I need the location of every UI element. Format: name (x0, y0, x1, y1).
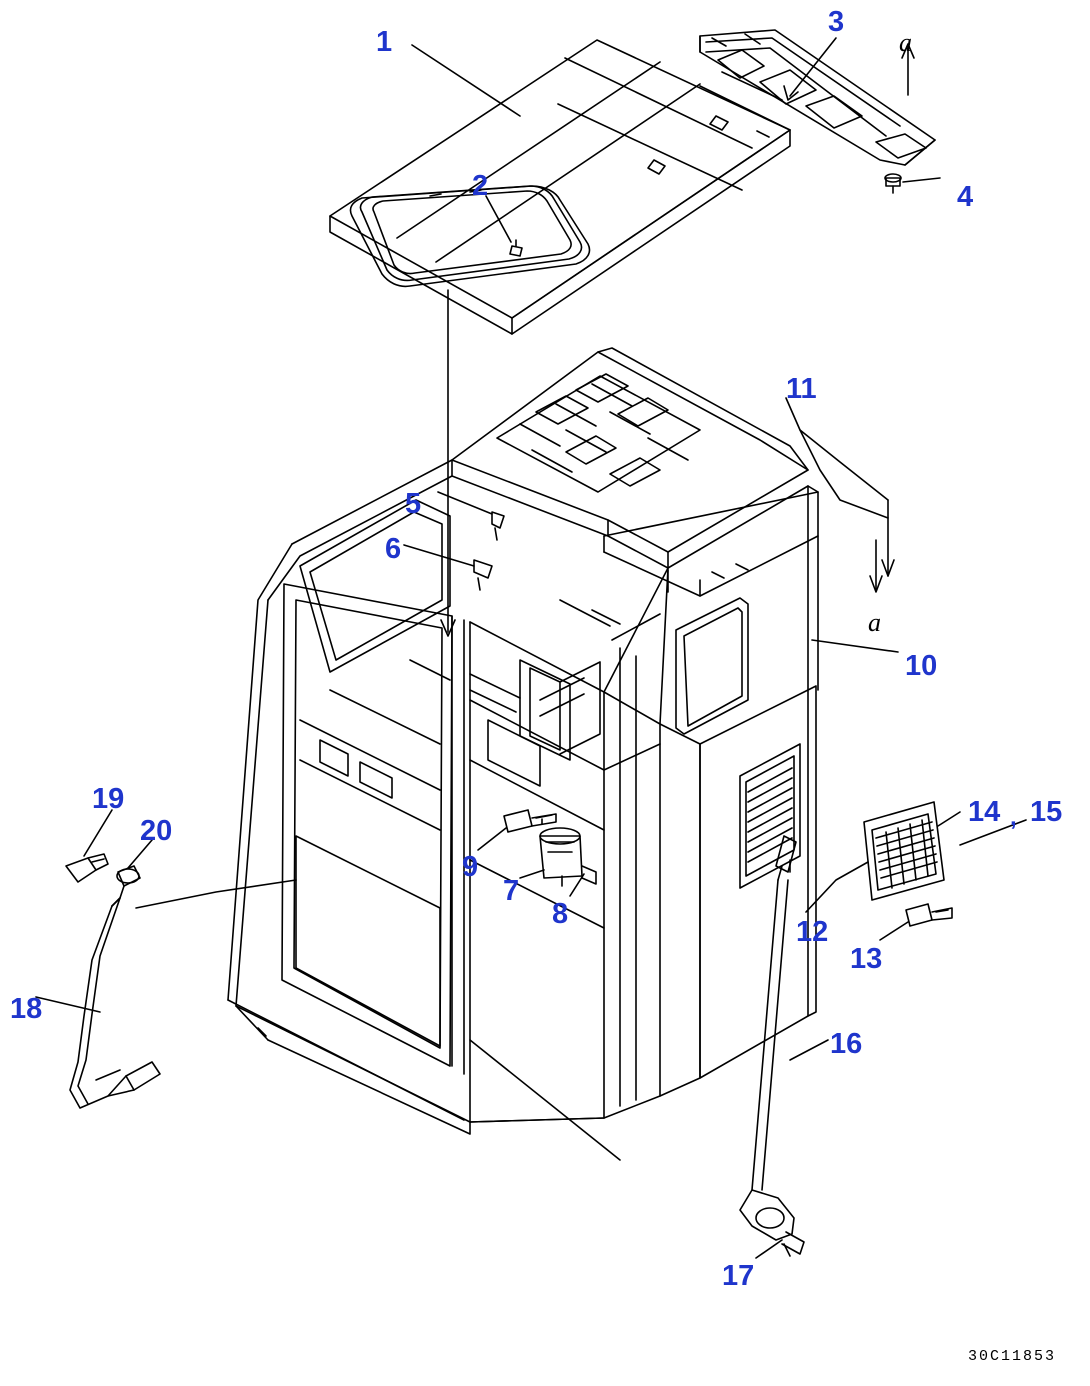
leader-11b (800, 430, 888, 518)
left-handle-group (36, 810, 296, 1108)
leader-1 (412, 45, 520, 116)
leader-13 (880, 922, 908, 940)
leader-lower (470, 1040, 620, 1160)
callout-8: 8 (552, 898, 569, 930)
leader-7 (520, 870, 544, 878)
knob-group (520, 828, 596, 896)
leader-16 (790, 1040, 828, 1060)
leader-11a (786, 398, 888, 500)
bolt-9-group (478, 810, 556, 850)
leader-4 (903, 178, 940, 182)
callout-4: 4 (957, 181, 974, 213)
callout-15: 15 (1030, 796, 1063, 828)
callout-16: 16 (830, 1028, 863, 1060)
roof-panel-group (330, 40, 790, 334)
leader-9 (478, 828, 506, 850)
section-arrow-a2 (870, 540, 882, 592)
leader-2 (486, 196, 511, 242)
callout-10: 10 (905, 650, 938, 682)
leader-19 (84, 810, 112, 856)
callout-5: 5 (405, 488, 422, 520)
leader-18 (36, 997, 100, 1012)
leader-handle-to-cab (136, 880, 296, 908)
leader-10 (812, 640, 898, 652)
leader-6 (404, 545, 474, 566)
callout-18: 18 (10, 993, 43, 1025)
section-letter-a-top: a (899, 28, 912, 57)
figure-code: 30C11853 (968, 1348, 1057, 1365)
bolt-13-group (880, 904, 952, 940)
callout-13: 13 (850, 943, 883, 975)
callout-11: 11 (786, 373, 817, 405)
callout-separator-comma: , (1010, 804, 1017, 831)
callout-20: 20 (140, 815, 173, 847)
callout-3: 3 (828, 6, 845, 38)
callout-1: 1 (376, 26, 393, 58)
callout-17: 17 (722, 1260, 755, 1292)
leader-14 (938, 812, 960, 826)
grille-panel-group (864, 802, 1026, 900)
section-letter-a-mid: a (868, 608, 881, 637)
leader-5 (438, 492, 492, 514)
callout-12: 12 (796, 916, 829, 948)
callout-14: 14 (968, 796, 1001, 828)
cab-frame-group (228, 348, 818, 1134)
callout-19: 19 (92, 783, 125, 815)
callout-2: 2 (472, 170, 489, 202)
callout-6: 6 (385, 533, 402, 565)
callout-7: 7 (503, 875, 520, 907)
leader-17 (756, 1240, 782, 1258)
callout-9: 9 (462, 851, 479, 883)
